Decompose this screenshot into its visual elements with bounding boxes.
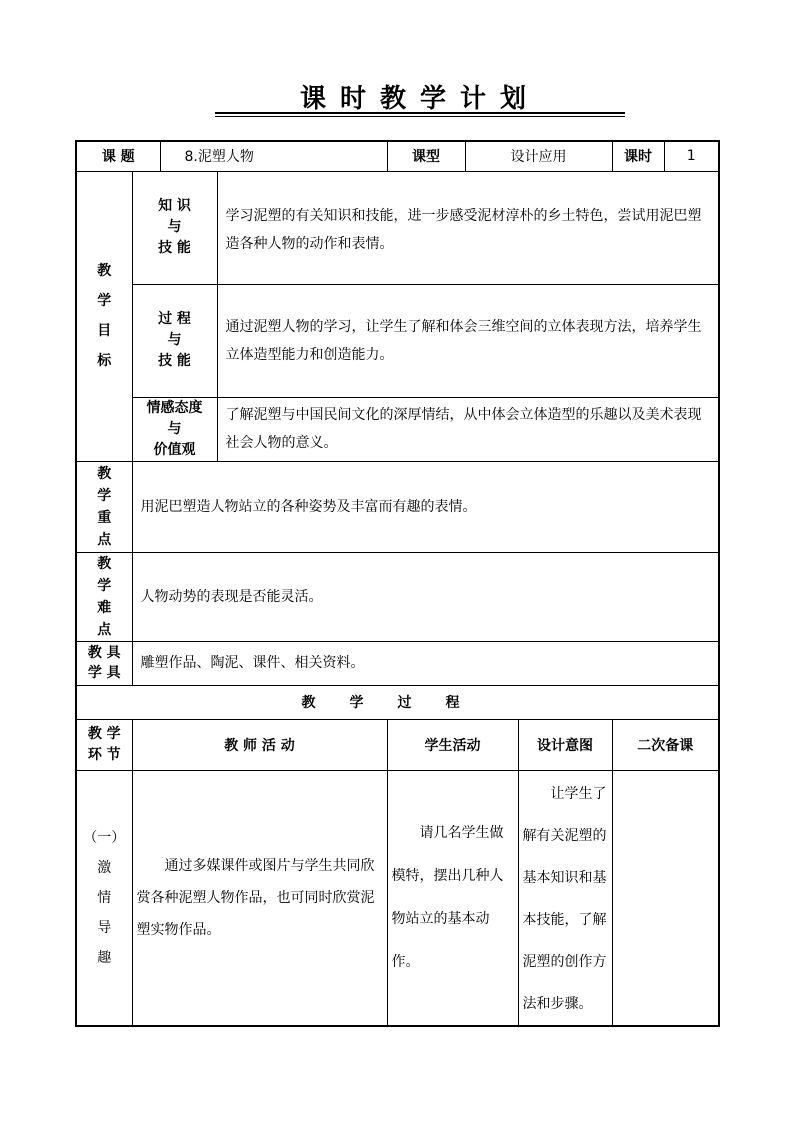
objective-sub-label: 知 识 与 技 能 bbox=[132, 171, 217, 284]
process-heading: 教学过程 bbox=[76, 685, 719, 719]
objective-text: 通过泥塑人物的学习，让学生了解和体会三维空间的立体表现方法，培养学生立体造型能力和创造能力。 bbox=[217, 284, 719, 397]
type-value: 设计应用 bbox=[465, 141, 612, 171]
key-point-label: 教 学 重 点 bbox=[76, 461, 132, 552]
notes-column-header: 二次备课 bbox=[612, 719, 719, 770]
stage-column-header: 教 学 环 节 bbox=[76, 719, 132, 770]
title-underline bbox=[215, 112, 625, 114]
teacher-column-header: 教 师 活 动 bbox=[132, 719, 387, 770]
key-point-text: 用泥巴塑造人物站立的各种姿势及丰富而有趣的表情。 bbox=[132, 461, 719, 552]
key-point-row bbox=[76, 461, 719, 552]
topic-label: 课 题 bbox=[76, 141, 160, 171]
student-column-header: 学生活动 bbox=[387, 719, 518, 770]
teacher-activity: 通过多媒课件或图片与学生共同欣赏各种泥塑人物作品，也可同时欣赏泥塑实物作品。 bbox=[132, 770, 387, 1026]
design-intent: 让学生了解有关泥塑的基本知识和基本技能，了解泥塑的创作方法和步骤。 bbox=[518, 770, 612, 1026]
tools-row bbox=[76, 641, 719, 685]
difficulty-label: 教 学 难 点 bbox=[76, 552, 132, 641]
page-title: 课时教学计划 bbox=[299, 84, 540, 114]
tools-text: 雕塑作品、陶泥、课件、相关资料。 bbox=[132, 641, 719, 685]
title-underline-thin bbox=[215, 116, 625, 117]
difficulty-row bbox=[76, 552, 719, 641]
intent-column-header: 设计意图 bbox=[518, 719, 612, 770]
objective-row-knowledge bbox=[76, 171, 719, 284]
process-header-row bbox=[76, 719, 719, 770]
lesson-plan-table bbox=[75, 140, 720, 1027]
second-preparation bbox=[612, 770, 719, 1026]
student-activity: 请几名学生做模特，摆出几种人物站立的基本动作。 bbox=[387, 770, 518, 1026]
process-row bbox=[76, 770, 719, 1026]
process-heading-row bbox=[76, 685, 719, 719]
objective-text: 学习泥塑的有关知识和技能，进一步感受泥材淳朴的乡土特色，尝试用泥巴塑造各种人物的动作和表情。 bbox=[217, 171, 719, 284]
hours-value: 1 bbox=[664, 141, 719, 171]
objective-row-attitude bbox=[76, 397, 719, 461]
objectives-label: 教 学 目 标 bbox=[76, 171, 132, 461]
difficulty-text: 人物动势的表现是否能灵活。 bbox=[132, 552, 719, 641]
objective-row-process bbox=[76, 284, 719, 397]
type-label: 课型 bbox=[387, 141, 465, 171]
topic-value: 8.泥塑人物 bbox=[160, 141, 387, 171]
header-row bbox=[76, 141, 719, 171]
tools-label: 教 具 学 具 bbox=[76, 641, 132, 685]
hours-label: 课时 bbox=[612, 141, 664, 171]
objective-text: 了解泥塑与中国民间文化的深厚情结，从中体会立体造型的乐趣以及美术表现社会人物的意义。 bbox=[217, 397, 719, 461]
objective-sub-label: 情感态度 与 价值观 bbox=[132, 397, 217, 461]
stage-cell: （一） 激 情 导 趣 bbox=[76, 770, 132, 1026]
objective-sub-label: 过 程 与 技 能 bbox=[132, 284, 217, 397]
